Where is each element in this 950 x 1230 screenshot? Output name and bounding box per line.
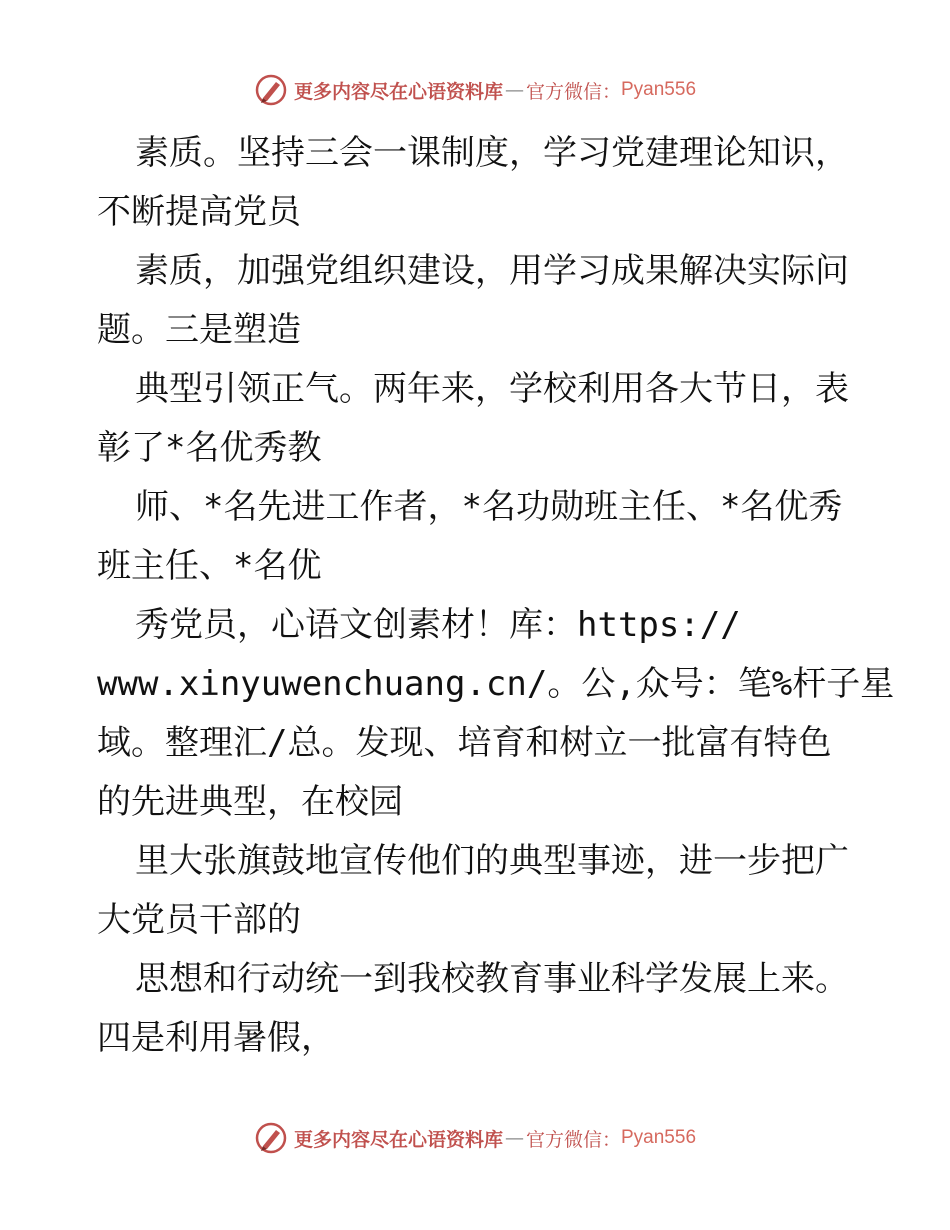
header-separator: — (504, 79, 524, 101)
paragraph-line: 班主任、*名优 (97, 546, 322, 586)
footer-watermark-banner (0, 1118, 950, 1158)
paragraph-line: 里大张旗鼓地宣传他们的典型事迹，进一步把广 (135, 841, 849, 881)
paragraph-line: 素质。坚持三会一课制度，学习党建理论知识， (135, 133, 849, 173)
paragraph-line: 典型引领正气。两年来，学校利用各大节日，表 (135, 369, 849, 409)
header-site-name: 更多内容尽在心语资料库 (293, 80, 503, 103)
paragraph-line: 思想和行动统一到我校教育事业科学发展上来。 (135, 959, 849, 999)
paragraph-line: 四是利用暑假， (97, 1018, 335, 1058)
paragraph-line: 素质，加强党组织建设，用学习成果解决实际问 (135, 251, 849, 291)
header-wechat-id: Pyan556 (621, 79, 697, 100)
paragraph-line: www.xinyuwenchuang.cn/。公,众号：笔%杆子星 (97, 664, 895, 704)
footer-separator: — (504, 1127, 524, 1149)
paragraph-line: 彰了*名优秀教 (97, 428, 322, 468)
paragraph-line: 师、*名先进工作者，*名功勋班主任、*名优秀 (135, 487, 843, 527)
paragraph-line: 大党员干部的 (97, 900, 301, 940)
pen-logo-icon (254, 1121, 288, 1155)
footer-site-name: 更多内容尽在心语资料库 (293, 1128, 503, 1151)
header-watermark-banner (0, 70, 950, 110)
footer-wechat-label: 官方微信： (525, 1128, 621, 1151)
pen-logo-icon (254, 73, 288, 107)
paragraph-line: 不断提高党员 (97, 192, 301, 232)
footer-wechat-id: Pyan556 (621, 1127, 697, 1148)
document-body (97, 124, 895, 1068)
paragraph-line: 题。三是塑造 (97, 310, 301, 350)
paragraph-line: 的先进典型，在校园 (97, 782, 403, 822)
paragraph-line: 域。整理汇/总。发现、培育和树立一批富有特色 (97, 723, 832, 763)
paragraph-line: 秀党员，心语文创素材！库：https:// (135, 605, 741, 645)
header-wechat-label: 官方微信： (525, 80, 621, 103)
